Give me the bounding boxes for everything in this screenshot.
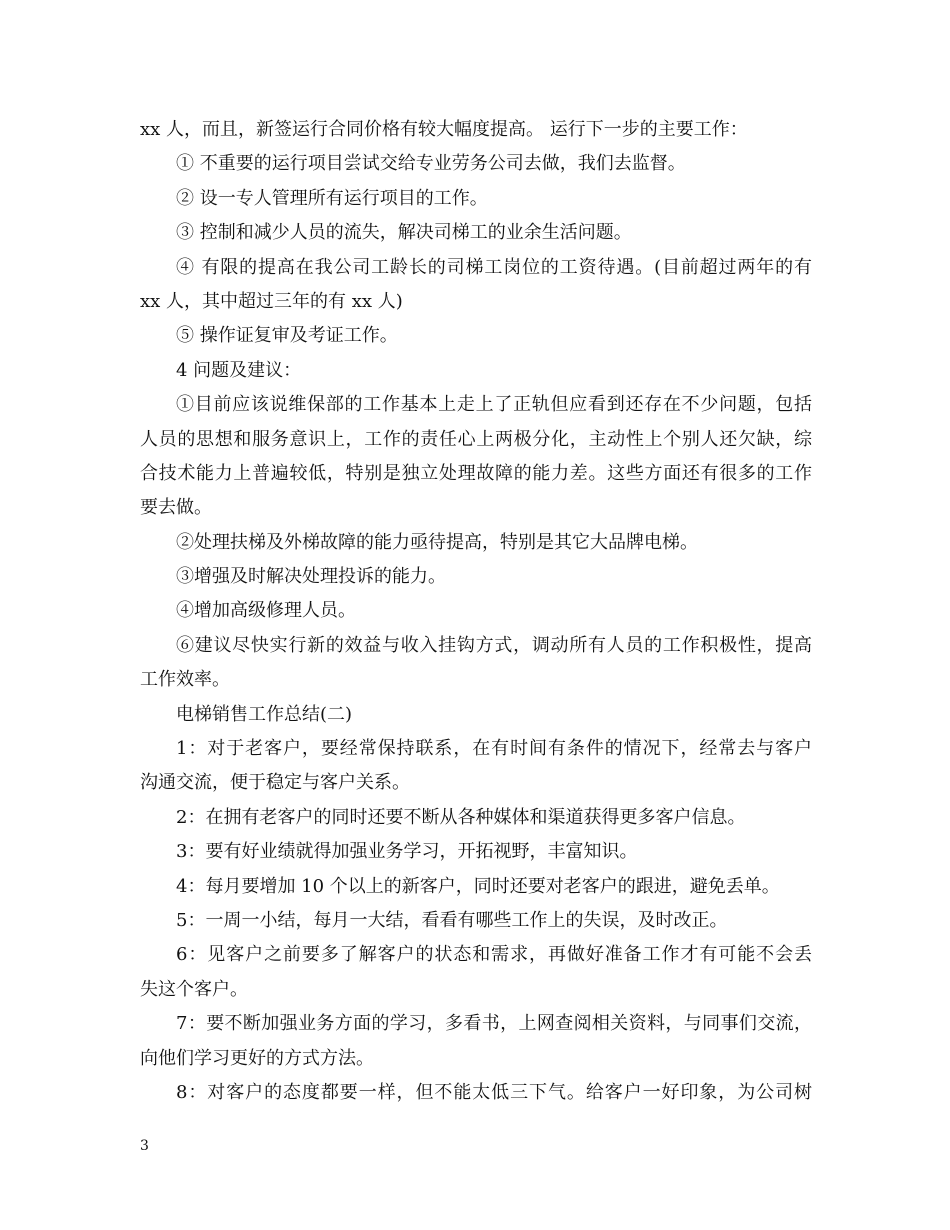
text-line: ①目前应该说维保部的工作基本上走上了正轨但应看到还存在不少问题，包括 — [176, 394, 812, 416]
text-line: 电梯销售工作总结(二) — [176, 703, 353, 725]
text-line: 3：要有好业绩就得加强业务学习，开拓视野，丰富知识。 — [176, 841, 638, 863]
text-line: 5：一周一小结，每月一大结，看看有哪些工作上的失误，及时改正。 — [176, 909, 728, 931]
text-line: 工作效率。 — [140, 669, 230, 691]
text-line: 4：每月要增加 10 个以上的新客户，同时还要对老客户的跟进，避免丢单。 — [176, 875, 780, 897]
text-line: 沟通交流，便于稳定与客户关系。 — [140, 772, 410, 794]
text-line: 合技术能力上普遍较低，特别是独立处理故障的能力差。这些方面还有很多的工作 — [140, 462, 812, 484]
text-line: ④ 有限的提高在我公司工龄长的司梯工岗位的工资待遇。(目前超过两年的有 — [176, 256, 812, 278]
page-number: 3 — [140, 1138, 149, 1154]
text-line: 2：在拥有老客户的同时还要不断从各种媒体和渠道获得更多客户信息。 — [176, 806, 746, 828]
text-line: ② 设一专人管理所有运行项目的工作。 — [176, 187, 488, 209]
text-line: ③增强及时解决处理投诉的能力。 — [176, 566, 446, 588]
text-line: xx 人，而且，新签运行合同价格有较大幅度提高。 运行下一步的主要工作： — [140, 119, 748, 140]
text-line: ⑥建议尽快实行新的效益与收入挂钩方式，调动所有人员的工作积极性，提高 — [176, 634, 812, 656]
text-line: ① 不重要的运行项目尝试交给专业劳务公司去做，我们去监督。 — [176, 153, 686, 175]
text-line: 向他们学习更好的方式方法。 — [140, 1047, 374, 1069]
text-line: 8：对客户的态度都要一样，但不能太低三下气。给客户一好印象，为公司树 — [176, 1081, 812, 1103]
text-line: ⑤ 操作证复审及考证工作。 — [176, 325, 398, 347]
text-line: 4 问题及建议： — [176, 359, 302, 381]
text-line: 1：对于老客户，要经常保持联系，在有时间有条件的情况下，经常去与客户 — [176, 738, 812, 760]
text-line: 要去做。 — [140, 497, 212, 519]
document-body — [140, 113, 812, 1110]
text-line: 失这个客户。 — [140, 978, 248, 1000]
text-line: 7：要不断加强业务方面的学习，多看书，上网查阅相关资料，与同事们交流， — [176, 1013, 812, 1035]
text-line: 人员的思想和服务意识上，工作的责任心上两极分化，主动性上个别人还欠缺，综 — [140, 428, 812, 450]
text-line: xx 人，其中超过三年的有 xx 人) — [140, 290, 403, 312]
text-line: ③ 控制和减少人员的流失，解决司梯工的业余生活问题。 — [176, 222, 632, 244]
text-line: ②处理扶梯及外梯故障的能力亟待提高，特别是其它大品牌电梯。 — [176, 531, 698, 553]
text-line: ④增加高级修理人员。 — [176, 600, 356, 622]
text-line: 6：见客户之前要多了解客户的状态和需求，再做好准备工作才有可能不会丢 — [176, 944, 812, 966]
